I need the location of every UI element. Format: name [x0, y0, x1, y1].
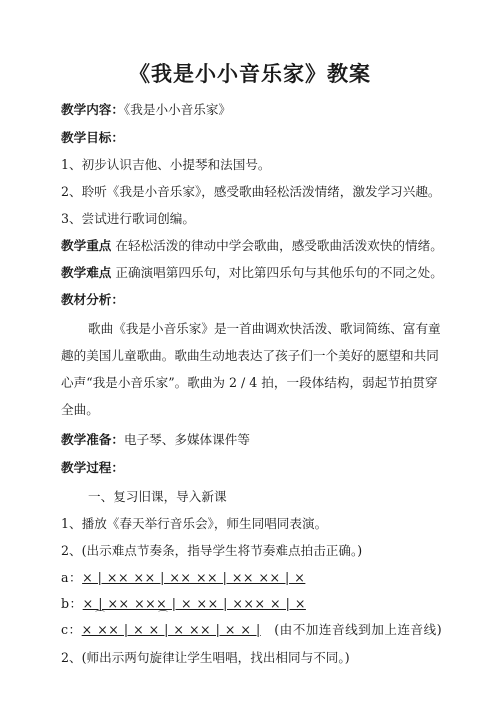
process-step-1: 一、复习旧课，导入新课 — [88, 489, 227, 504]
goals-heading: 教学目标： — [61, 130, 124, 145]
process-item-1: 1、播放《春天举行音乐会》，师生同唱同表演。 — [61, 516, 328, 531]
goal-item-2: 2、聆听《我是小音乐家》，感受歌曲轻松活泼情绪，激发学习兴趣。 — [61, 184, 441, 199]
process-item-2: 2、(出示难点节奏条，指导学生将节奏难点拍击正确。) — [61, 543, 363, 558]
process-item-3: 2、(师出示两句旋律让学生唱唱，找出相同与不同。) — [61, 650, 350, 665]
goal-item-1: 1、初步认识吉他、小提琴和法国号。 — [61, 157, 271, 172]
analysis-line-4: 全曲。 — [61, 402, 99, 417]
difficulty-label: 教学难点 — [61, 265, 112, 280]
prep-value: 电子琴、多媒体课件等 — [123, 432, 250, 447]
key-point-line — [61, 238, 443, 254]
tie-mark-1: ⌒ — [95, 611, 105, 622]
rhythm-a — [61, 570, 305, 586]
rhythm-b — [61, 596, 306, 612]
content-value: 《我是小小音乐家》 — [123, 102, 232, 117]
rhythm-c-prefix: c： — [61, 622, 82, 637]
prep-label: 教学准备： — [61, 432, 124, 447]
content-line — [61, 102, 231, 118]
difficulty-value: 正确演唱第四乐句，对比第四乐句与其他乐句的不同之处。 — [115, 265, 443, 280]
key-point-value: 在轻松活泼的律动中学会歌曲，感受歌曲活泼欢快的情绪。 — [115, 238, 443, 253]
analysis-line-1: 歌曲《我是小音乐家》是一首曲调欢快活泼、歌词简练、富有童 — [88, 321, 441, 336]
rhythm-a-pattern: × | ×× ×× | ×× ×× | ×× ×× | × — [82, 570, 306, 585]
analysis-line-3: 心声“我是小音乐家”。歌曲为 2 / 4 拍，一段体结构，弱起节拍贯穿 — [61, 375, 438, 390]
rhythm-a-prefix: a： — [61, 570, 83, 585]
rhythm-c-note: (由不加连音线到加上连音线) — [274, 622, 443, 637]
prep-line — [61, 432, 250, 448]
tie-mark-2: ⌒ — [158, 611, 168, 622]
rhythm-c-pattern: × ×× | × × | × ×× | × × | — [81, 622, 261, 637]
rhythm-b-pattern: × | ×× ××× | × ×× | ××× × | × — [82, 596, 306, 611]
analysis-heading: 教材分析： — [61, 292, 124, 307]
rhythm-b-prefix: b： — [61, 596, 83, 611]
content-label: 教学内容： — [61, 102, 124, 117]
goal-item-3: 3、尝试进行歌词创编。 — [61, 211, 195, 226]
difficulty-line — [61, 265, 443, 281]
page-title: 《我是小小音乐家》教案 — [129, 61, 371, 86]
process-heading: 教学过程： — [61, 460, 124, 475]
rhythm-c — [61, 622, 442, 638]
analysis-line-2: 趣的美国儿童歌曲。歌曲生动地表达了孩子们一个美好的愿望和共同 — [61, 348, 439, 363]
key-point-label: 教学重点 — [61, 238, 112, 253]
